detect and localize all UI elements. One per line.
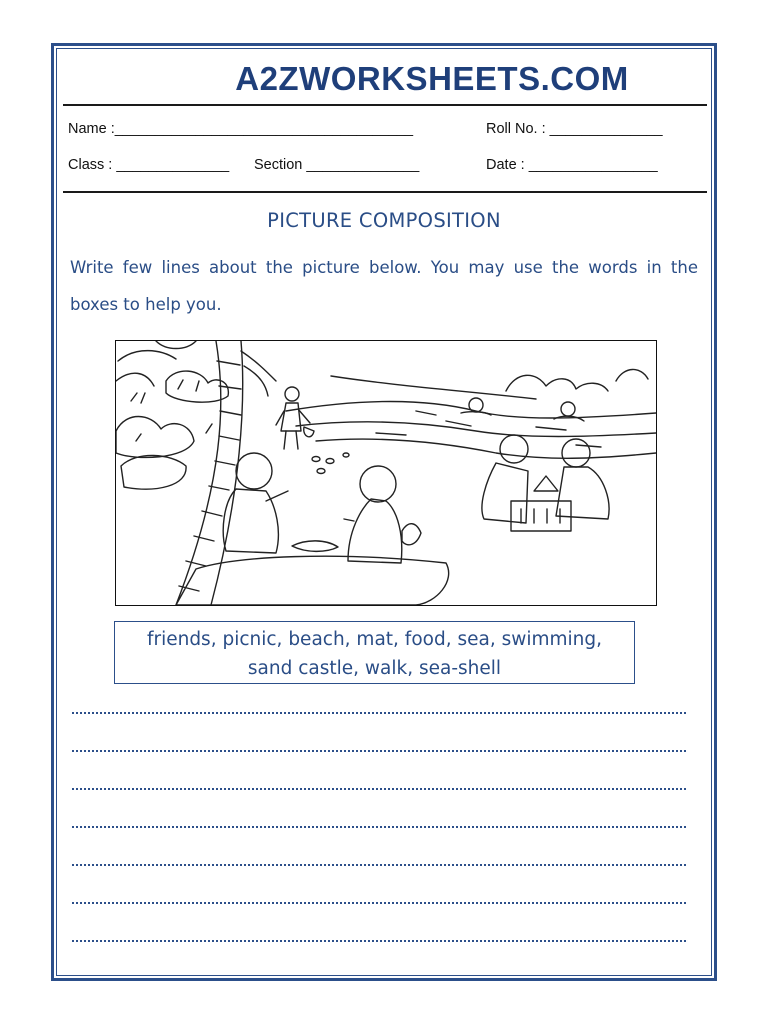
helper-words-line-1: friends, picnic, beach, mat, food, sea, swimming, [146,629,603,650]
name-field[interactable]: Name :_____________________________________ [68,121,414,137]
beach-picnic-illustration [115,340,657,606]
writing-line[interactable] [72,788,686,790]
rocks-icon [116,341,228,489]
kids-sand-castle-icon [482,435,609,531]
section-field[interactable]: Section ______________ [254,157,420,173]
helper-words-box [114,621,635,684]
worksheet-heading: PICTURE COMPOSITION [267,209,501,232]
girl-walking-icon [276,387,314,449]
palm-tree-icon [176,341,276,605]
writing-line[interactable] [72,712,686,714]
writing-line[interactable] [72,864,686,866]
header-rule-bottom [63,191,707,193]
class-field[interactable]: Class : ______________ [68,157,230,173]
writing-line[interactable] [72,750,686,752]
sea-waves-icon [286,369,656,458]
site-title: A2ZWORKSHEETS.COM [235,60,629,97]
header-rule-top [63,104,707,106]
helper-words-line-2: sand castle, walk, sea-shell [247,658,502,679]
kids-picnic-icon [223,453,421,563]
writing-line[interactable] [72,902,686,904]
sea-shells-icon [312,453,349,474]
instructions-text: Write few lines about the picture below. You may use the words in the boxes to help you. [70,258,698,314]
writing-line[interactable] [72,826,686,828]
writing-line[interactable] [72,940,686,942]
date-field[interactable]: Date : ________________ [486,157,658,173]
roll-no-field[interactable]: Roll No. : ______________ [486,121,663,137]
